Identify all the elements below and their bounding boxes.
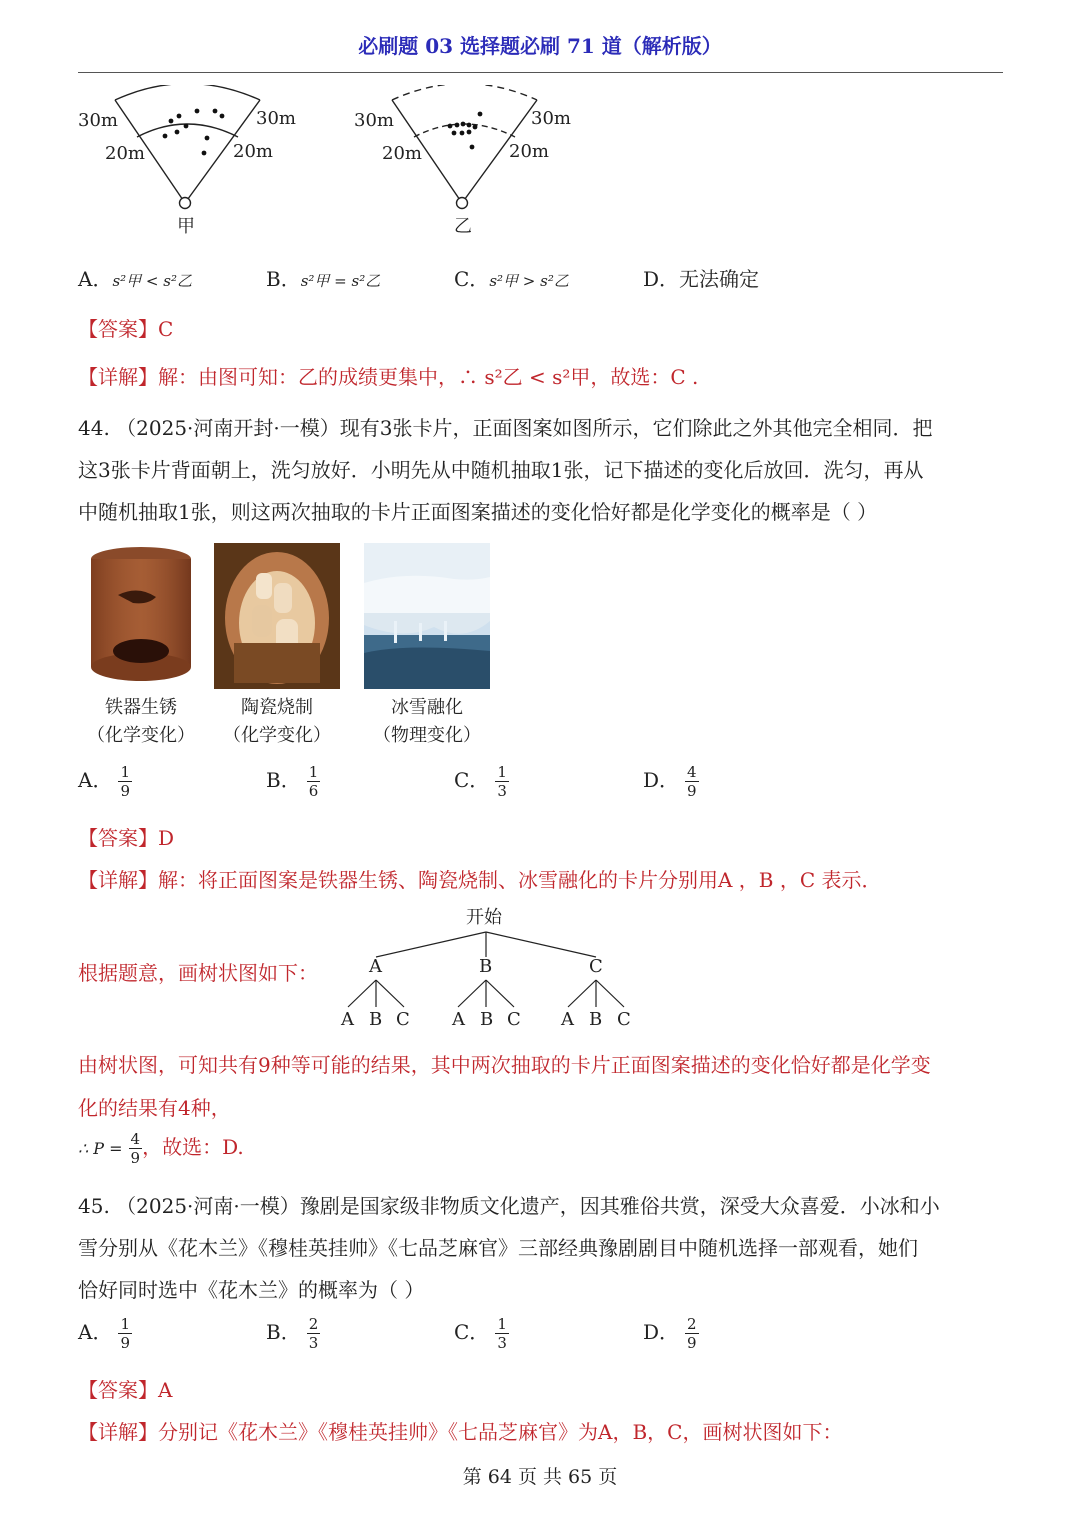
page-footer: 第 64 页 共 65 页 bbox=[462, 1466, 618, 1488]
q44-stem-line-1: 44. （2025·河南开封·一模）现有3张卡片，正面图案如图所示，它们除此之外其他完全相同．把 bbox=[78, 416, 933, 440]
q44-stem-line-2: 这3张卡片背面朝上，洗匀放好．小明先从中随机抽取1张，记下描述的变化后放回．洗匀，再从 bbox=[78, 458, 924, 482]
tree-leaf: C bbox=[396, 1009, 410, 1030]
q45-option-a: A． $\frac{1}{9}$ bbox=[78, 1315, 130, 1352]
q44-conclusion-2: 化的结果有4种， bbox=[78, 1096, 231, 1120]
q43-detail: 【详解】解：由图可知：乙的成绩更集中，∴ s²乙 < s²甲，故选：C . bbox=[78, 365, 699, 389]
q44-tree-intro: 根据题意，画树状图如下： bbox=[78, 961, 318, 985]
tree-root: 开始 bbox=[466, 907, 502, 928]
q43-option-d: D．无法确定 bbox=[643, 267, 760, 291]
fan-left-outer-right-label: 30m bbox=[256, 108, 296, 129]
card-1-caption: 铁器生锈 （化学变化） bbox=[87, 697, 195, 746]
q44-stem-line-3: 中随机抽取1张，则这两次抽取的卡片正面图案描述的变化恰好都是化学变化的概率是（ ） bbox=[78, 500, 878, 524]
tree-leaf: B bbox=[369, 1009, 383, 1030]
q44-option-b: B． $\frac{1}{6}$ bbox=[266, 763, 319, 800]
q45-option-d: D． $\frac{2}{9}$ bbox=[643, 1315, 697, 1352]
fan-right-outer-left-label: 30m bbox=[354, 110, 394, 131]
fan-right-outer-right-label: 30m bbox=[531, 108, 571, 129]
q44-probability: ∴ P = $\frac{4}{9}$ ，故选：D. bbox=[78, 1130, 244, 1167]
tree-leaf: C bbox=[507, 1009, 521, 1030]
q44-answer: 【答案】D bbox=[78, 826, 175, 850]
card-2-caption: 陶瓷烧制 （化学变化） bbox=[223, 697, 331, 746]
q43-option-b: B．s²甲 = s²乙 bbox=[266, 267, 381, 291]
q44-option-a: A． $\frac{1}{9}$ bbox=[78, 763, 130, 800]
q45-option-b: B． $\frac{2}{3}$ bbox=[266, 1315, 319, 1352]
fan-right-inner-right-label: 20m bbox=[509, 141, 549, 162]
q43-answer: 【答案】C bbox=[78, 317, 174, 341]
q45-stem-line-3: 恰好同时选中《花木兰》的概率为（ ） bbox=[78, 1278, 425, 1302]
tree-branch-a: A bbox=[369, 956, 382, 977]
q45-answer: 【答案】A bbox=[78, 1378, 173, 1402]
ceramic-kiln-photo bbox=[214, 543, 340, 689]
q44-option-c: C． $\frac{1}{3}$ bbox=[454, 763, 507, 800]
fan-right-label: 乙 bbox=[454, 216, 472, 237]
rusty-iron-photo bbox=[78, 543, 204, 689]
tree-leaf: B bbox=[480, 1009, 494, 1030]
q45-stem-line-1: 45. （2025·河南·一模）豫剧是国家级非物质文化遗产，因其雅俗共赏，深受大众喜爱．小冰和小 bbox=[78, 1194, 940, 1218]
fan-left-outer-left-label: 30m bbox=[78, 110, 118, 131]
fan-right-inner-left-label: 20m bbox=[382, 143, 422, 164]
q43-option-c: C．s²甲 > s²乙 bbox=[454, 267, 569, 291]
tree-branch-b: B bbox=[479, 956, 493, 977]
header-divider bbox=[78, 72, 1003, 73]
q45-stem-line-2: 雪分别从《花木兰》《穆桂英挂帅》《七品芝麻官》三部经典豫剧剧目中随机选择一部观看，她们 bbox=[78, 1236, 918, 1260]
q43-option-a: A．s²甲 < s²乙 bbox=[78, 267, 192, 291]
tree-leaf: A bbox=[561, 1009, 574, 1030]
card-3-caption: 冰雪融化 （物理变化） bbox=[373, 697, 481, 746]
page-header: 必刷题 03 选择题必刷 71 道（解析版） bbox=[358, 34, 722, 58]
fan-left-inner-left-label: 20m bbox=[105, 143, 145, 164]
tree-leaf: A bbox=[452, 1009, 465, 1030]
q45-option-c: C． $\frac{1}{3}$ bbox=[454, 1315, 507, 1352]
tree-leaf: B bbox=[589, 1009, 603, 1030]
q44-conclusion-1: 由树状图，可知共有9种等可能的结果，其中两次抽取的卡片正面图案描述的变化恰好都是化学变 bbox=[78, 1053, 931, 1077]
q44-option-d: D． $\frac{4}{9}$ bbox=[643, 763, 697, 800]
tree-leaf: C bbox=[617, 1009, 631, 1030]
fan-left-label: 甲 bbox=[177, 216, 195, 237]
q44-detail: 【详解】解：将正面图案是铁器生锈、陶瓷烧制、冰雪融化的卡片分别用A ，B ，C 表示． bbox=[78, 868, 882, 892]
q45-detail: 【详解】分别记《花木兰》《穆桂英挂帅》《七品芝麻官》为A，B，C，画树状图如下： bbox=[78, 1420, 843, 1444]
melting-ice-photo bbox=[364, 543, 490, 689]
fan-left-inner-right-label: 20m bbox=[233, 141, 273, 162]
tree-branch-c: C bbox=[589, 956, 603, 977]
fan-diagrams bbox=[70, 85, 590, 240]
tree-leaf: A bbox=[341, 1009, 354, 1030]
